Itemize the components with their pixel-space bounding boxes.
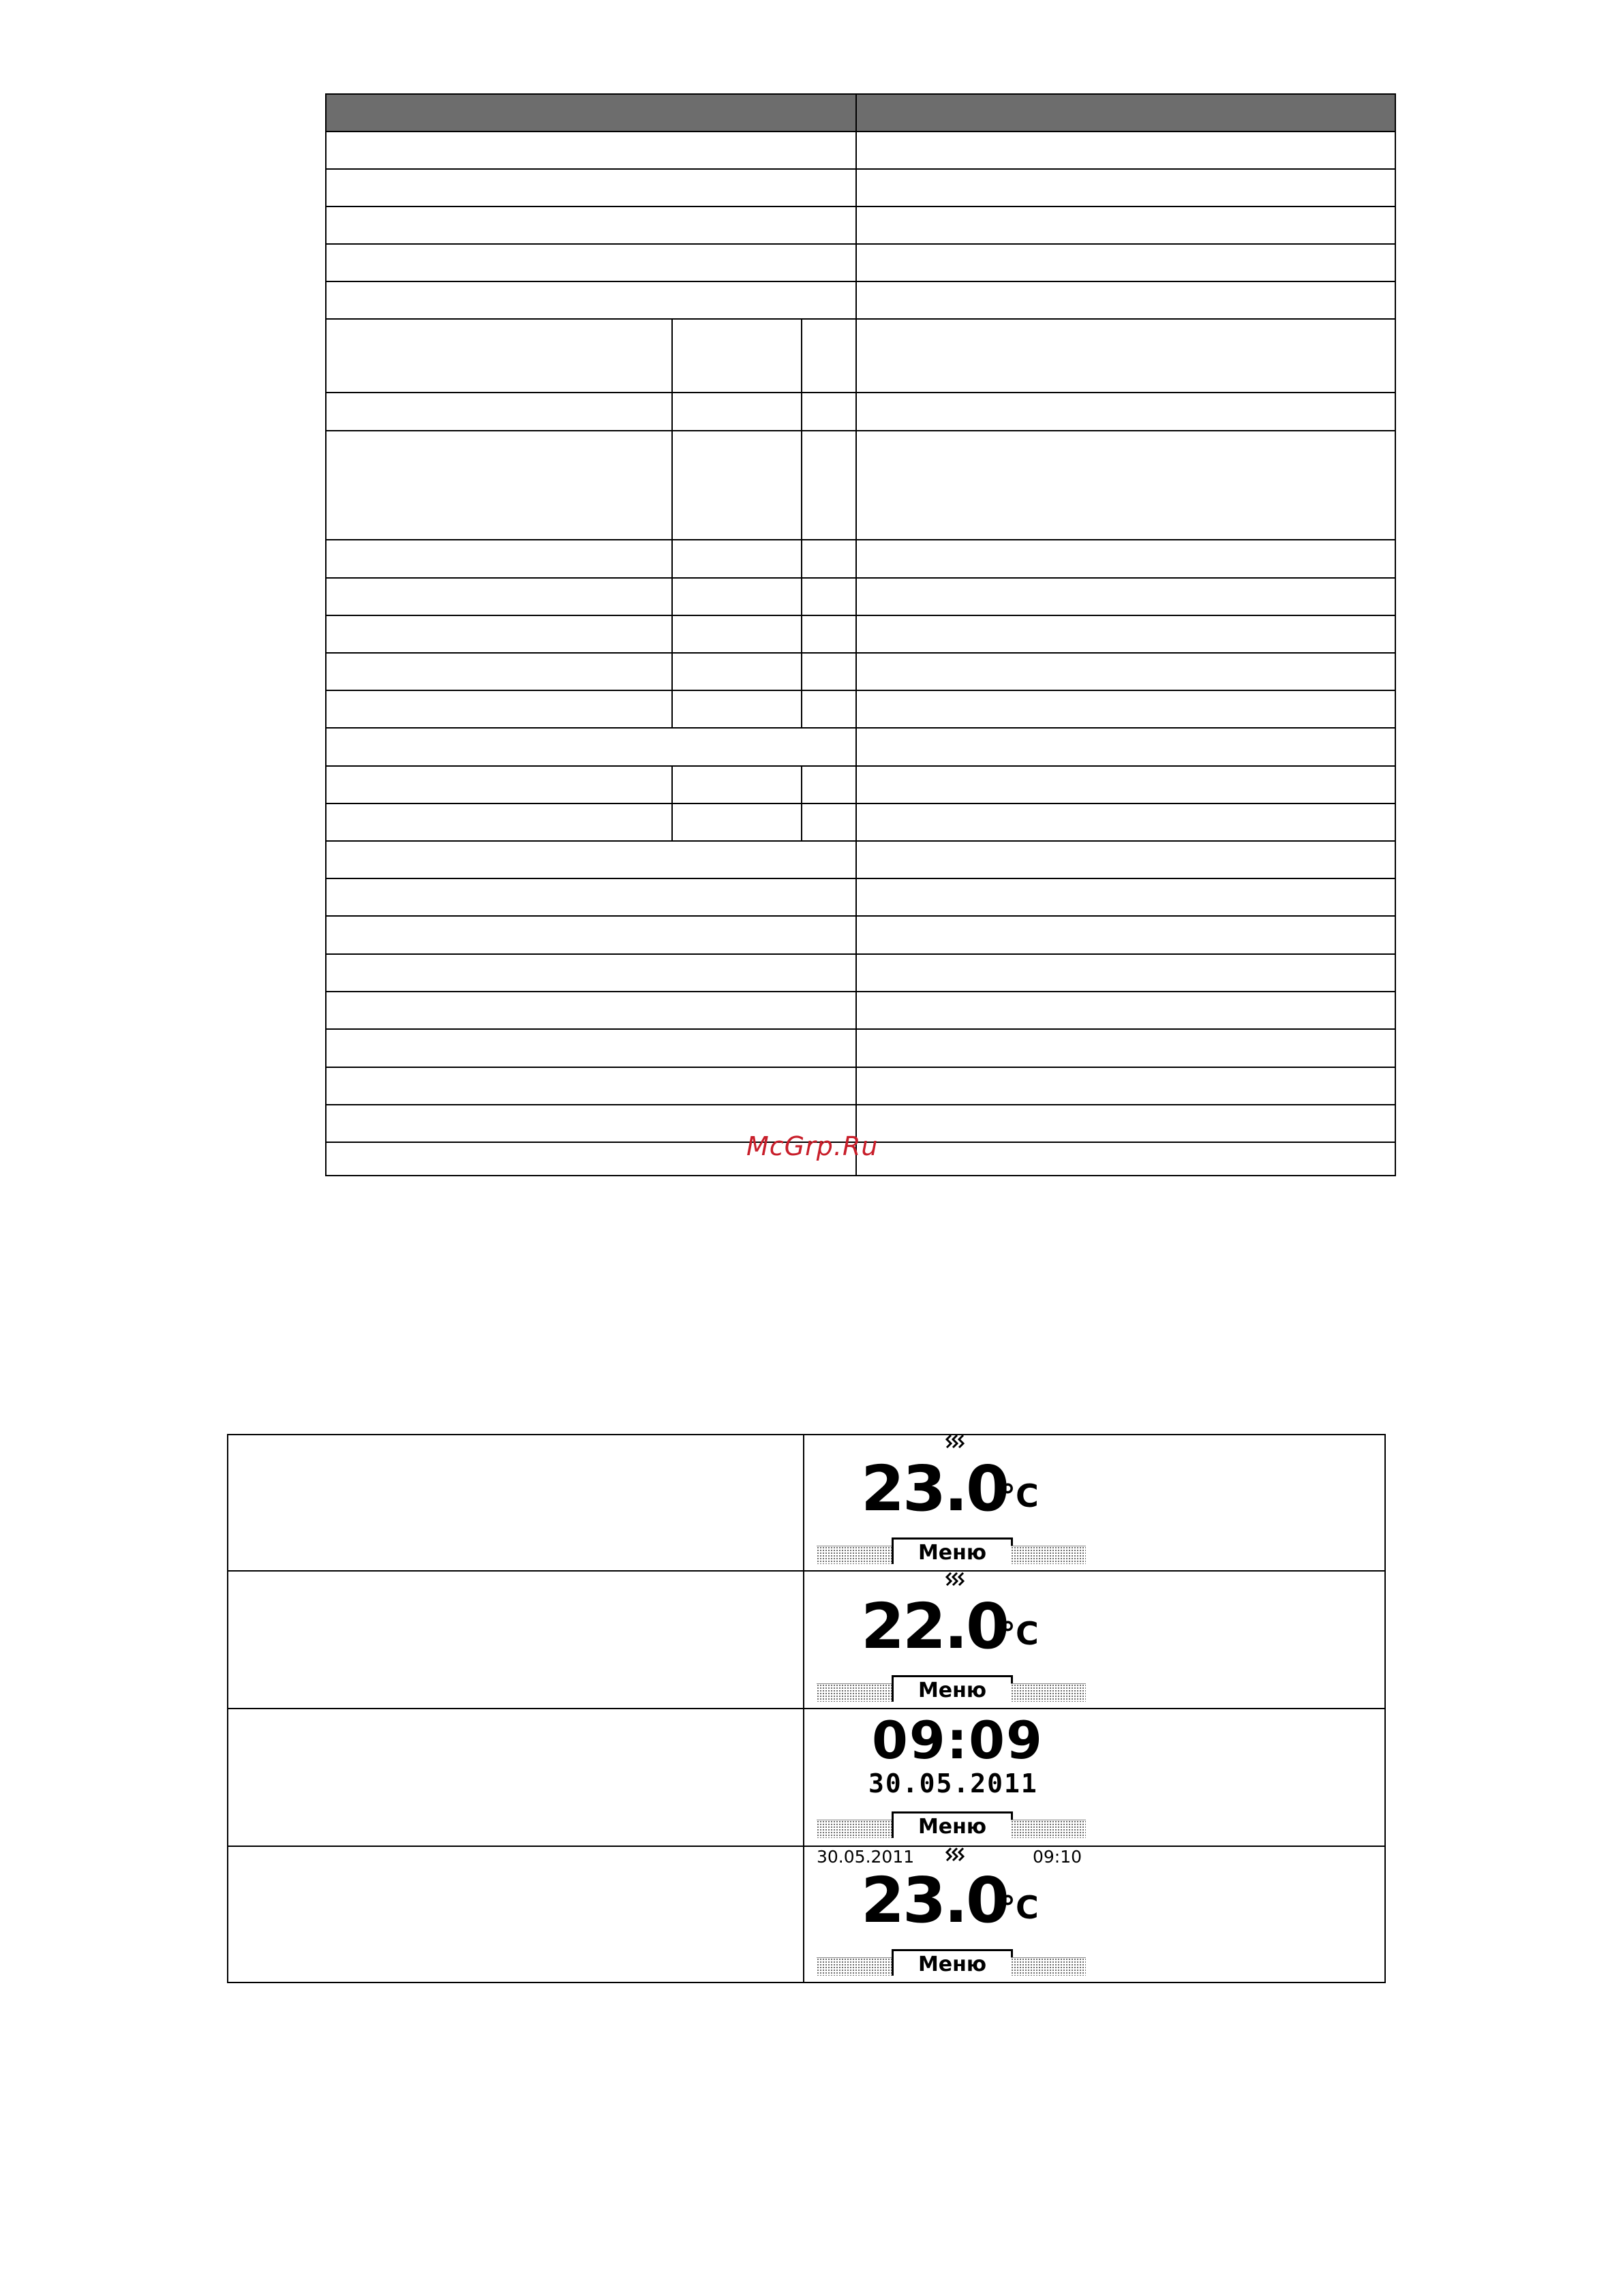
softkey-bar (817, 1537, 1087, 1565)
table-column-line (855, 93, 857, 1176)
table-row-line (325, 727, 1396, 729)
temperature-unit: °C (1000, 1478, 1039, 1514)
heating-waves-icon (945, 1847, 969, 1865)
table-subcolumn-line (801, 765, 802, 840)
display-screen (803, 1572, 1144, 1708)
softkey-bar (817, 1675, 1087, 1702)
status-time: 09:10 (1033, 1847, 1082, 1867)
softkey-pattern (1011, 1957, 1086, 1976)
clock-time: 09:09 (872, 1710, 1044, 1771)
softkey-pattern (817, 1957, 892, 1976)
heating-waves-icon (945, 1572, 969, 1589)
softkey-pattern (1011, 1546, 1086, 1564)
watermark: McGrp.Ru (746, 1131, 879, 1161)
table-row-line (325, 430, 1396, 431)
table-row-line (325, 840, 1396, 842)
temperature-value: 23.0 (861, 1864, 1007, 1937)
table-row-line (325, 206, 1396, 207)
softkey-pattern (817, 1546, 892, 1564)
table-row-line (325, 615, 1396, 616)
softkey-bar (817, 1949, 1087, 1976)
table-subcolumn-line (801, 318, 802, 727)
display-modes-table (227, 1434, 1386, 1983)
menu-button[interactable]: Меню (892, 1675, 1013, 1702)
table-column-line (325, 93, 327, 1176)
softkey-pattern (1011, 1820, 1086, 1838)
table-row-line (325, 1028, 1396, 1030)
temperature-value: 22.0 (861, 1590, 1007, 1663)
status-date: 30.05.2011 (817, 1847, 915, 1867)
table-row-line (325, 93, 1396, 95)
table-row-line (227, 1982, 1386, 1983)
table-row-line (325, 131, 1396, 132)
table-row-line (325, 318, 1396, 320)
table-header-bar (325, 93, 1396, 132)
table-column-line (1395, 93, 1396, 1176)
softkey-pattern (817, 1683, 892, 1702)
menu-button[interactable]: Меню (892, 1537, 1013, 1564)
table-column-line (1384, 1434, 1386, 1983)
temperature-unit: °C (1000, 1889, 1039, 1926)
table-row-line (325, 991, 1396, 992)
table-column-line (227, 1434, 228, 1983)
table-row-line (325, 690, 1396, 691)
table-row-line (325, 539, 1396, 540)
table-row-line (325, 878, 1396, 879)
softkey-bar (817, 1811, 1087, 1839)
table-row-line (325, 765, 1396, 767)
table-subcolumn-line (671, 765, 673, 840)
specification-table (325, 93, 1396, 1176)
table-row-line (325, 953, 1396, 955)
menu-button[interactable]: Меню (892, 1811, 1013, 1838)
table-row-line (325, 243, 1396, 245)
table-row-line (325, 1104, 1396, 1105)
table-row-line (325, 168, 1396, 170)
table-row-line (325, 281, 1396, 282)
display-screen (803, 1846, 1144, 1982)
display-screen (803, 1708, 1144, 1844)
table-subcolumn-line (671, 318, 673, 727)
table-row-line (325, 803, 1396, 804)
table-row-line (325, 915, 1396, 917)
temperature-value: 23.0 (861, 1452, 1007, 1525)
table-row-line (325, 392, 1396, 393)
clock-date: 30.05.2011 (868, 1769, 1038, 1798)
table-row-line (325, 577, 1396, 579)
table-row-line (325, 1067, 1396, 1068)
temperature-unit: °C (1000, 1615, 1039, 1652)
softkey-pattern (817, 1820, 892, 1838)
table-row-line (325, 652, 1396, 654)
softkey-pattern (1011, 1683, 1086, 1702)
heating-waves-icon (945, 1434, 969, 1452)
menu-button[interactable]: Меню (892, 1949, 1013, 1976)
display-screen (803, 1434, 1144, 1570)
table-row-line (325, 1175, 1396, 1176)
